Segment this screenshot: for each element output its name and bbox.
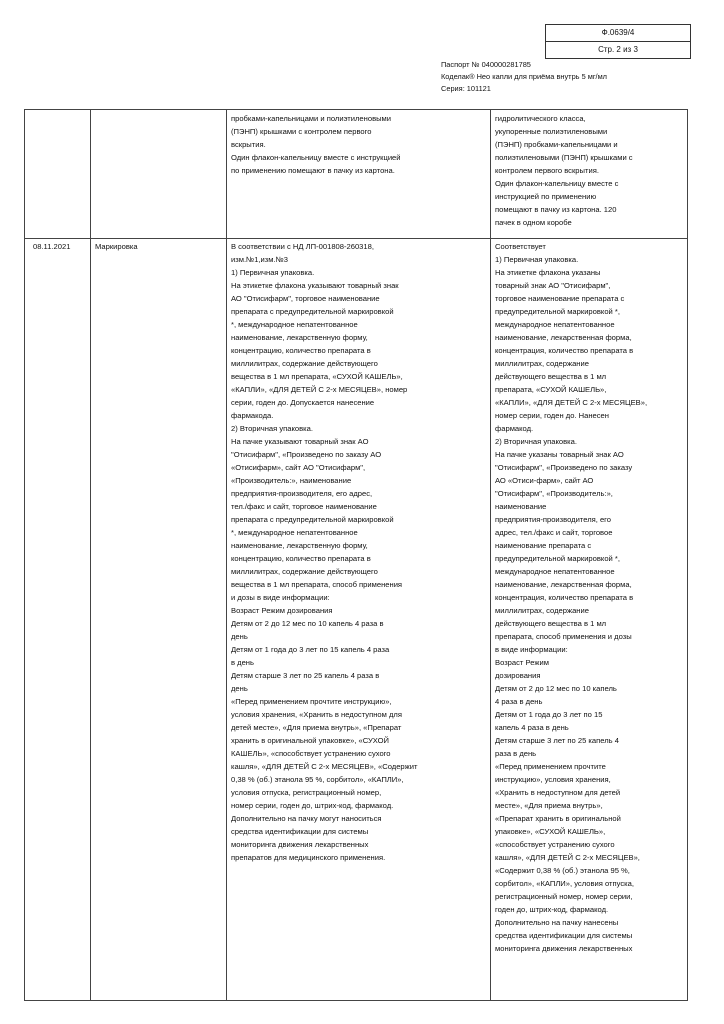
row-1-requirement: пробками-капельницами и полиэтиленовыми (ПЭНП) крышками с контролем первого вскрытия. Один флакон-капельницу вместе с инструкцией по применению помещают в пачку из картона. <box>231 114 401 175</box>
passport-number: Паспорт № 040000281785 <box>441 60 531 69</box>
column-divider <box>90 110 91 1000</box>
form-code-box <box>545 24 691 59</box>
row-2-requirement: В соответствии с НД ЛП-001808-260318, изм.№1,изм.№3 1) Первичная упаковка. На этикетке флакона указывают товарный знак АО "Отисифарм", торговое наименование препарата с предупредительной маркировкой *, международное непатентованное наименование, лекарственную форму, концентрацию, количество препарата в миллилитрах, содержание действующего вещества в 1 мл препарата, «СУХОЙ КАШЕЛЬ», «КАПЛИ», «ДЛЯ ДЕТЕЙ С 2-х МЕСЯЦЕВ», номер серии, годен до. Допускается нанесение фармакода. 2) Вторичная упаковка. На пачке указывают товарный знак АО "Отисифарм", «Произведено по заказу АО «Отисифарм», сайт АО "Отисифарм", «Производитель:», наименование предприятия-производителя, его адрес, тел./факс и сайт, торговое наименование препарата с предупредительной маркировкой *, международное непатентованное наименование, лекарственную форму, концентрацию, количество препарата в миллилитрах, содержание действующего вещества в 1 мл препарата, способ применения и дозы в виде информации: Возраст Режим дозирования Детям от 2 до 12 мес по 10 капель 4 раза в день Детям от 1 года до 3 лет по 15 капель 4 раза в день Детям старше 3 лет по 25 капель 4 раза в день «Перед применением прочтите инструкцию», условия хранения, «Хранить в недоступном для детей месте», «Для приема внутрь», «Препарат хранить в оригинальной упаковке», «СУХОЙ КАШЕЛЬ», «способствует устранению сухого кашля», «ДЛЯ ДЕТЕЙ С 2-х МЕСЯЦЕВ», «Содержит 0,38 % (об.) этанола 95 %, сорбитол», «КАПЛИ», условия отпуска, регистрационный номер, номер серии, годен до, штрих-код, фармакод. Дополнительно на пачку могут наноситься средства идентификации для системы мониторинга движения лекарственных препаратов для медицинского применения. <box>231 242 418 862</box>
passport-header <box>441 59 607 95</box>
row-2-parameter: Маркировка <box>95 242 138 251</box>
row-2-date: 08.11.2021 <box>33 242 71 251</box>
column-divider <box>490 110 491 1000</box>
product-name: Коделак® Нео капли для приёма внутрь 5 мг/мл <box>441 72 607 81</box>
row-1-result: гидролитического класса, укупоренные полиэтиленовыми (ПЭНП) пробками-капельницами и полиэтиленовыми (ПЭНП) крышками с контролем первого вскрытия. Один флакон-капельницу вместе с инструкцией по применению помещают в пачку из картона. 120 пачек в одном коробе <box>495 114 633 227</box>
column-divider <box>226 110 227 1000</box>
row-divider <box>25 238 687 239</box>
series-number: Серия: 101121 <box>441 84 491 93</box>
row-2-result: Соответствует 1) Первичная упаковка. На этикетке флакона указаны товарный знак АО "Отисифарм", торговое наименование препарата с предупредительной маркировкой *, международное непатентованное наименование, лекарственная форма, концентрация, количество препарата в миллилитрах, содержание действующего вещества в 1 мл препарата, «СУХОЙ КАШЕЛЬ», «КАПЛИ», «ДЛЯ ДЕТЕЙ С 2-х МЕСЯЦЕВ», номер серии, годен до. Нанесен фармакод. 2) Вторичная упаковка. На пачке указаны товарный знак АО "Отисифарм", «Произведено по заказу АО «Отиси-фарм», сайт АО "Отисифарм", «Производитель:», наименование предприятия-производителя, его адрес, тел./факс и сайт, торговое наименование препарата с предупредительной маркировкой *, международное непатентованное наименование, лекарственная форма, концентрация, количество препарата в миллилитрах, содержание действующего вещества в 1 мл препарата, способ применения и дозы в виде информации: Возраст Режим дозирования Детям от 2 до 12 мес по 10 капель 4 раза в день Детям от 1 года до 3 лет по 15 капель 4 раза в день Детям старше 3 лет по 25 капель 4 раза в день «Перед применением прочтите инструкцию», условия хранения, «Хранить в недоступном для детей месте», «Для приема внутрь», «Препарат хранить в оригинальной упаковке», «СУХОЙ КАШЕЛЬ», «способствует устранению сухого кашля», «ДЛЯ ДЕТЕЙ С 2-х МЕСЯЦЕВ», «Содержит 0,38 % (об.) этанола 95 %, сорбитол», «КАПЛИ», условия отпуска, регистрационный номер, номер серии, годен до, штрих-код, фармакод. Дополнительно на пачку нанесены средства идентификации для системы мониторинга движения лекарственных <box>495 242 648 953</box>
form-code: Ф.0639/4 <box>601 28 635 37</box>
page-number: Стр. 2 из 3 <box>546 41 690 58</box>
results-table <box>24 109 688 1001</box>
